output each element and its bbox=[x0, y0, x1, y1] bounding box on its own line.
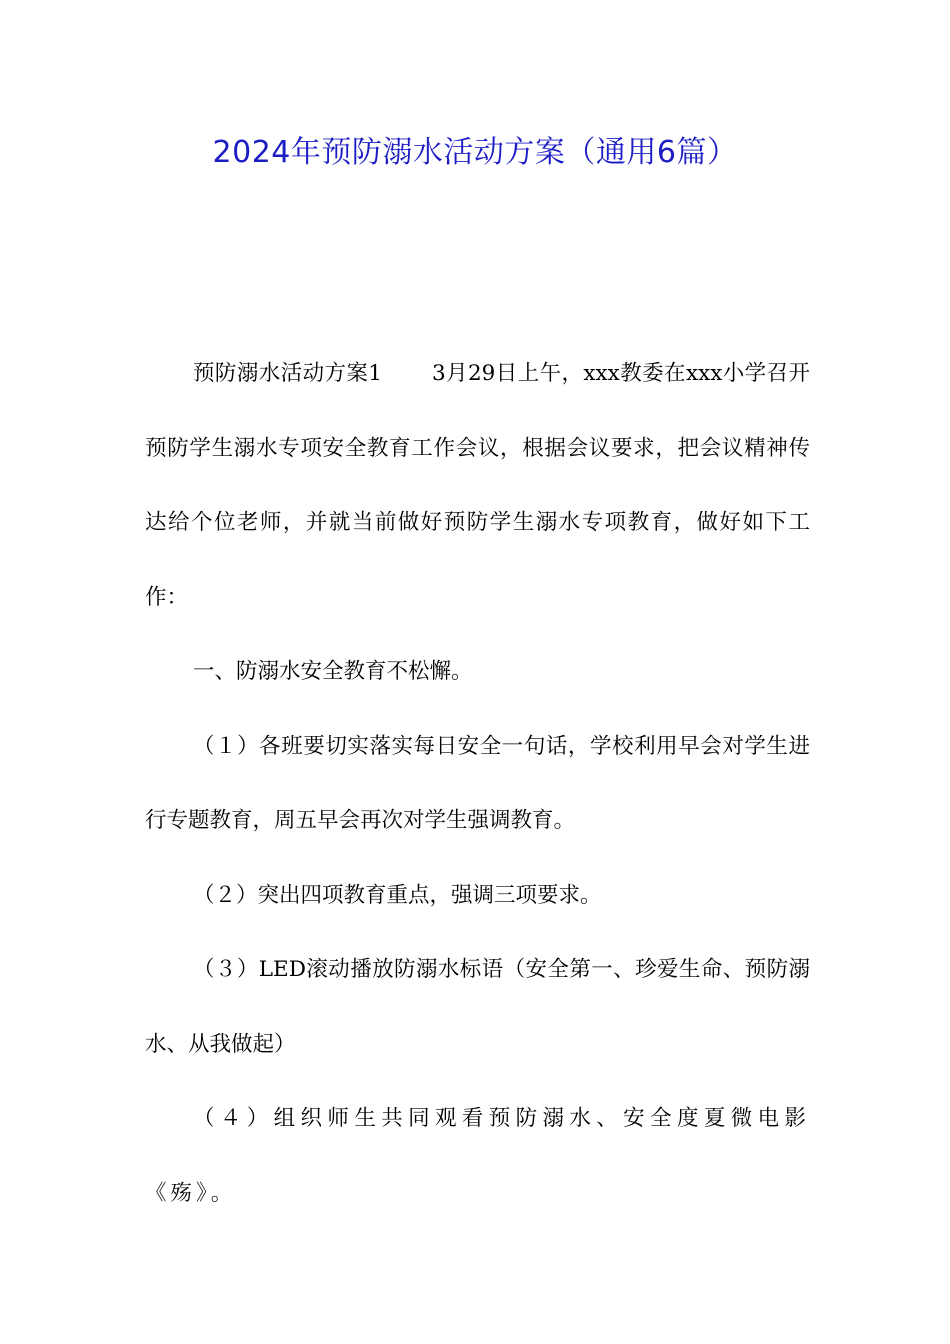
paragraph-1 bbox=[145, 337, 810, 635]
paragraph-6: （４）组织师生共同观看预防溺水、安全度夏微电影《殇》。 bbox=[145, 1106, 810, 1206]
paragraph-3: （１）各班要切实落实每日安全一句话，学校利用早会对学生进行专题教育，周五早会再次对学生强调教育。 bbox=[145, 733, 810, 833]
paragraph-4: （２）突出四项教育重点，强调三项要求。 bbox=[193, 882, 602, 908]
paragraph-1-text: 3月29日上午，xxx教委在xxx小学召开预防学生溺水专项安全教育工作会议，根据会议要求，把会议精神传达给个位老师，并就当前做好预防学生溺水专项教育，做好如下工作： bbox=[145, 361, 810, 610]
paragraph-1-heading: 预防溺水活动方案1 bbox=[193, 361, 382, 386]
document-title: 2024年预防溺水活动方案（通用6篇） bbox=[212, 135, 738, 170]
paragraph-5: （３）LED滚动播放防溺水标语（安全第一、珍爱生命、预防溺水、从我做起） bbox=[145, 957, 810, 1057]
paragraph-2: 一、防溺水安全教育不松懈。 bbox=[193, 659, 473, 684]
document-body bbox=[145, 337, 810, 1231]
